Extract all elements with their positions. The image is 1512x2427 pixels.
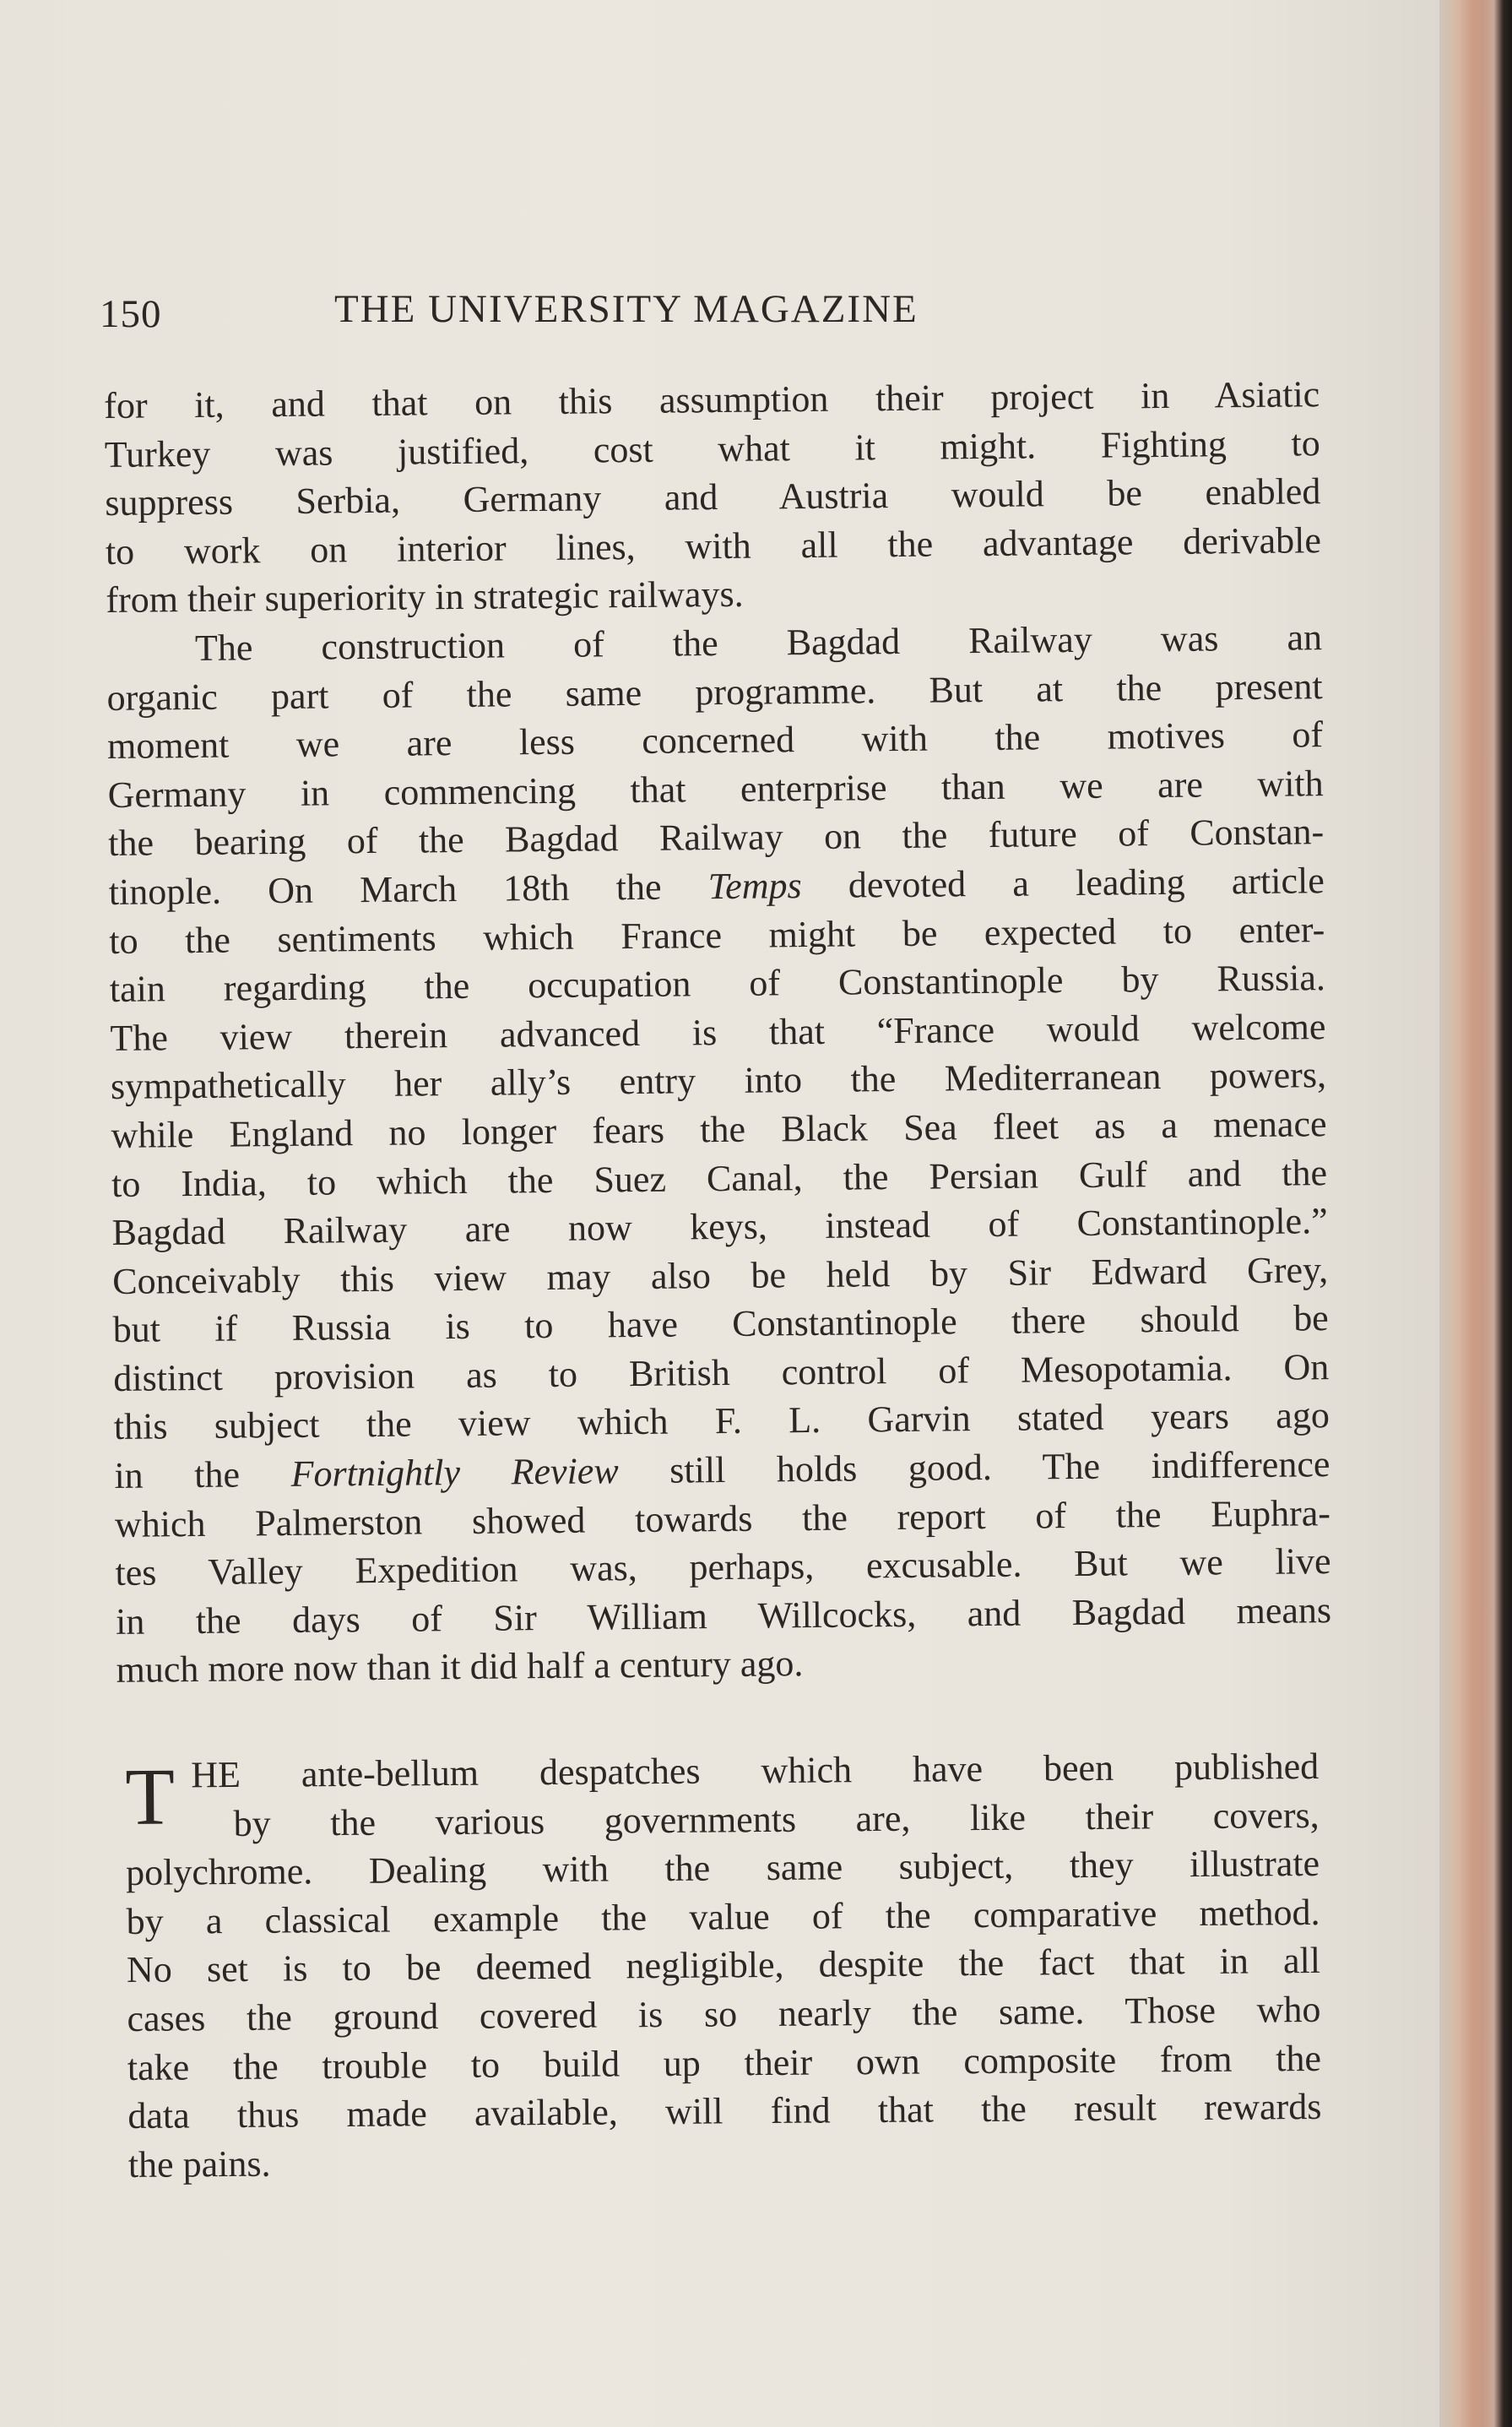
text-line: by a classical example the value of the comparative method. [126,1891,1320,1942]
text-line: Turkey was justified, cost what it might. Fighting to [104,421,1320,475]
text-line: but if Russia is to have Constantinople there should be [112,1297,1329,1351]
text-line: moment we are less concerned with the motives of [106,714,1324,768]
text-line: suppress Serbia, Germany and Austria would be enabled [105,470,1321,524]
text-line: take the trouble to build up their own composite from the [127,2037,1322,2088]
page-header [100,287,1028,342]
text-line: Germany in commencing that enterprise than we are with [107,762,1324,816]
drop-cap: T [125,1751,176,1842]
text-line: distinct provision as to British control of Mesopotamia. On [113,1345,1330,1399]
text-line: while England no longer fears the Black Sea fleet as a menace [111,1103,1327,1156]
section-ante-bellum [125,1742,1322,2189]
text-line: The construction of the Bagdad Railway was an [194,616,1323,669]
text-line: The view therein advanced is that “France would welcome [110,1005,1326,1059]
italic-title-temps: Temps [707,865,802,908]
text-line: No set is to be deemed negligible, despite the fact that in all [126,1940,1321,1991]
page-number: 150 [100,292,162,336]
text-line: the pains. [127,2142,271,2185]
body-text [104,370,1332,1695]
text-line: by the various governments are, like their covers, [233,1794,1320,1844]
text-line: polychrome. Dealing with the same subject, they illustrate [125,1843,1320,1894]
text-line: cases the ground covered is so nearly the same. Those who [127,1988,1321,2039]
text-line: to work on interior lines, with all the advantage derivable [105,519,1322,573]
text-line: Conceivably this view may also be held by Sir Edward Grey, [111,1248,1329,1302]
text-line: to India, to which the Suez Canal, the Persian Gulf and the [111,1151,1328,1205]
text-segment: still holds good. The indifference [618,1443,1330,1492]
text-line: from their superiority in strategic railways. [106,573,744,622]
text-line: the bearing of the Bagdad Railway on the future of Constan- [108,811,1325,865]
italic-title-fortnightly-review: Fortnightly Review [290,1450,619,1495]
text-segment: devoted a leading article [801,860,1325,907]
text-line: tes Valley Expedition was, perhaps, excusable. But we live [115,1540,1331,1594]
text-line: tain regarding the occupation of Constantinople by Russia. [109,957,1326,1011]
text-segment: in the [114,1452,291,1497]
text-line: organic part of the same programme. But at the present [106,665,1323,719]
text-line: HE ante-bellum despatches which have been published [191,1745,1320,1796]
text-line: to the sentiments which France might be expected to enter- [109,908,1325,962]
text-line: data thus made available, will find that the result rewards [127,2086,1322,2137]
text-line: in the days of Sir William Willcocks, and Bagdad means [115,1588,1332,1642]
text-line: sympathetically her ally’s entry into the Mediterranean powers, [110,1054,1327,1108]
text-line: much more now than it did half a century ago. [116,1642,804,1691]
text-line: for it, and that on this assumption their project in Asiatic [104,373,1320,426]
text-line: which Palmerston showed towards the report of the Euphra- [114,1491,1331,1545]
text-line: this subject the view which F. L. Garvin stated years ago [113,1394,1330,1448]
text-segment: tinople. On March 18th the [108,866,708,913]
running-title: THE UNIVERSITY MAGAZINE [334,287,919,331]
text-line: Bagdad Railway are now keys, instead of Constantinople.” [111,1200,1328,1254]
book-fore-edge [1439,0,1512,2427]
